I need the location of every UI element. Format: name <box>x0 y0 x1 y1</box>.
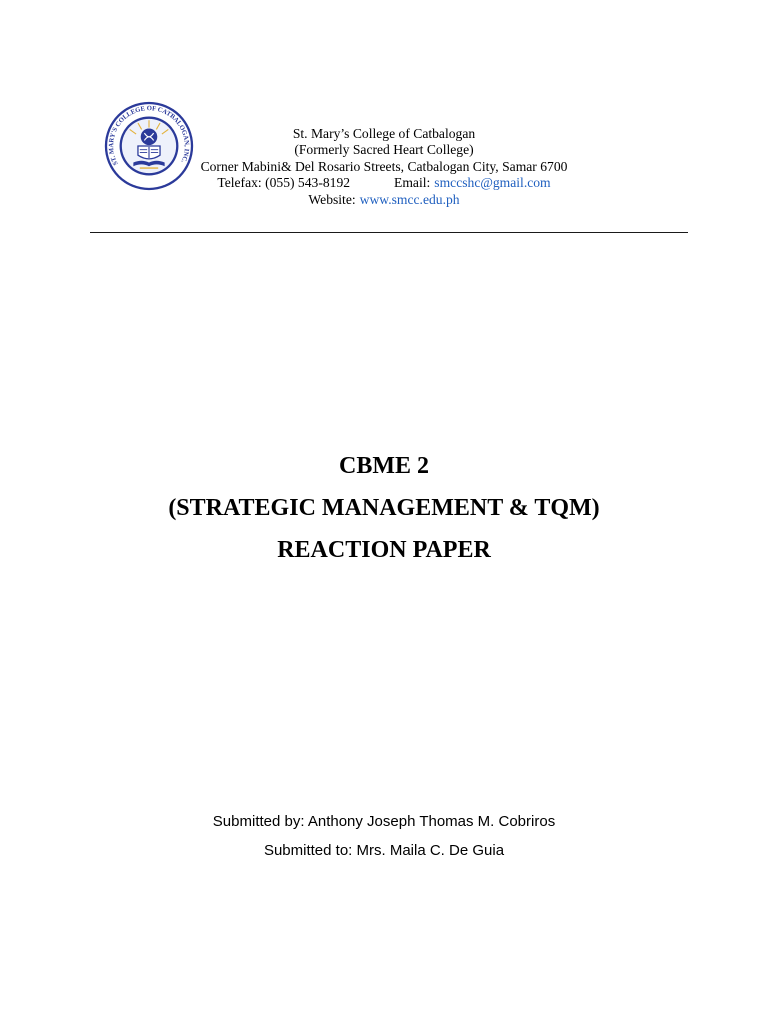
college-name: St. Mary’s College of Catbalogan <box>292 126 476 141</box>
website-label: Website: <box>308 191 356 207</box>
college-address: Corner Mabini& Del Rosario Streets, Catbalogan City, Samar 6700 <box>200 158 568 174</box>
document-title <box>0 445 768 571</box>
course-name: (STRATEGIC MANAGEMENT & TQM) <box>168 495 600 521</box>
contact-line <box>0 175 768 191</box>
submitted-by: Submitted by: Anthony Joseph Thomas M. Cobriros <box>212 813 556 830</box>
website-line <box>0 192 768 208</box>
submission-info <box>0 807 768 865</box>
submitted-to: Submitted to: Mrs. Maila C. De Guia <box>263 842 505 859</box>
email-label: Email: <box>394 175 431 191</box>
former-name: (Formerly Sacred Heart College) <box>294 142 474 158</box>
website-link[interactable]: www.smcc.edu.ph <box>359 191 460 207</box>
seal-ring-text: ST. MARY'S COLLEGE OF CATBALOGAN, INC. <box>108 105 190 167</box>
telefax-number: Telefax: (055) 543-8192 <box>217 175 351 191</box>
header-divider <box>90 232 688 233</box>
paper-type: REACTION PAPER <box>277 537 491 563</box>
email-link[interactable]: smccshc@gmail.com <box>434 175 551 191</box>
letterhead <box>0 126 768 208</box>
course-code: CBME 2 <box>339 453 429 479</box>
